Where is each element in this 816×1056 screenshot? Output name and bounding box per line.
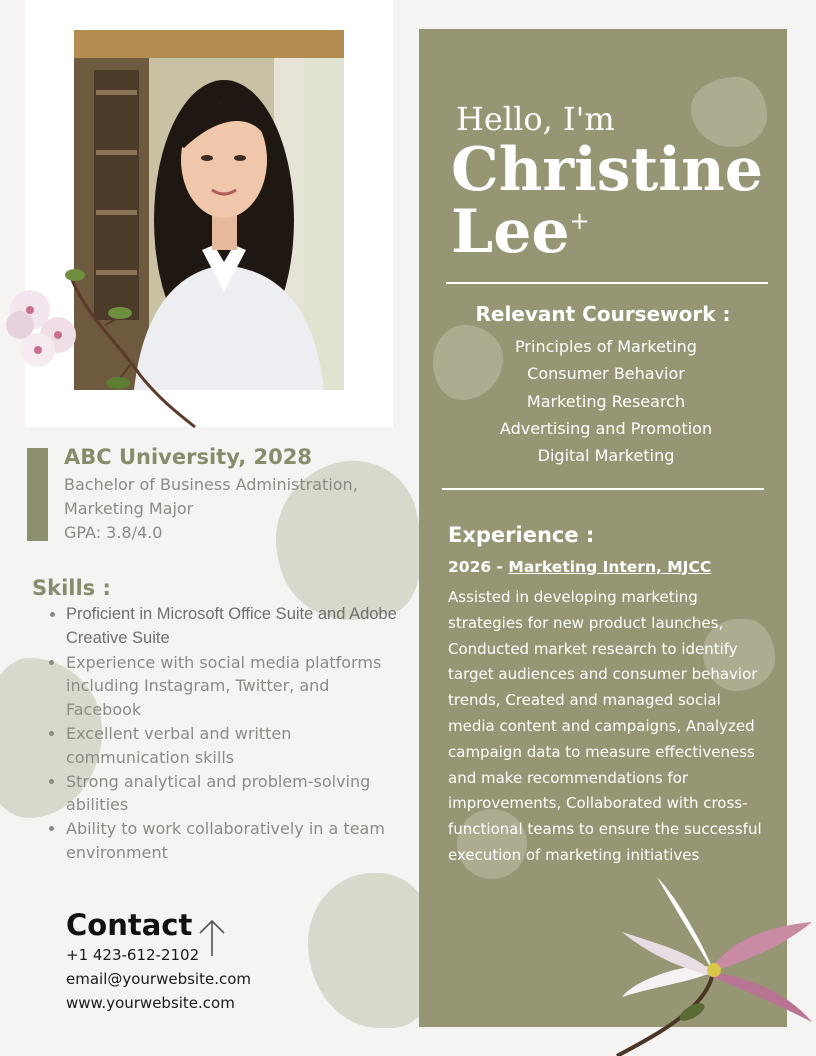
education-gpa: GPA: 3.8/4.0 [64, 523, 163, 542]
arrow-up-icon [198, 918, 226, 958]
cherry-blossom-branch [0, 265, 200, 430]
skill-item: • Strong analytical and problem-solving abilities [66, 770, 406, 818]
skill-item: • Excellent verbal and written communication skills [66, 722, 406, 770]
education-major: Marketing Major [64, 499, 194, 518]
course-item: Principles of Marketing [515, 337, 697, 356]
name-mark: + [569, 207, 590, 235]
skill-item: • Proficient in Microsoft Office Suite and Adobe Creative Suite [66, 603, 406, 651]
experience-title: Experience : [448, 523, 595, 547]
experience-role [448, 558, 711, 576]
divider-middle [442, 488, 764, 490]
experience-description: Assisted in developing marketing strategies for new product launches, Conducted market research to identify target audiences and consumer behavior trends, Created and managed social media content and campaigns, Analyzed campaign data to measure effectiveness and make recommendations for improvements, Collaborated with cross-functional teams to ensure the successful execution of marketing initiatives [448, 588, 762, 864]
magnolia-flower [612, 872, 816, 1056]
skill-item: • Ability to work collaboratively in a team environment [66, 817, 406, 865]
contact-website[interactable]: www.yourwebsite.com [66, 994, 235, 1012]
skills-list [38, 603, 406, 865]
course-item: Advertising and Promotion [499, 418, 713, 438]
contact-title: Contact [66, 908, 193, 942]
greeting: Hello, I'm [456, 100, 615, 138]
experience-role-link[interactable]: Marketing Intern, MJCC [508, 558, 712, 576]
full-name [451, 135, 763, 267]
education-title: ABC University, 2028 [64, 445, 313, 469]
course-item: Consumer Behavior [527, 364, 685, 384]
contact-email[interactable]: email@yourwebsite.com [66, 970, 252, 988]
coursework-list [419, 333, 793, 469]
experience-year: 2026 - [448, 558, 503, 576]
skills-title: Skills : [32, 576, 111, 600]
education-accent-bar [27, 448, 48, 541]
coursework-title: Relevant Coursework : [475, 302, 731, 326]
last-name: Lee [451, 197, 570, 267]
divider-top [446, 282, 768, 284]
first-name: Christine [451, 135, 763, 205]
contact-phone[interactable]: +1 423-612-2102 [66, 946, 200, 964]
education-degree: Bachelor of Business Administration, [64, 475, 358, 494]
skill-item: • Experience with social media platforms including Instagram, Twitter, and Facebook [66, 651, 406, 722]
course-item: Marketing Research [526, 391, 686, 411]
course-item: Digital Marketing [537, 446, 675, 466]
